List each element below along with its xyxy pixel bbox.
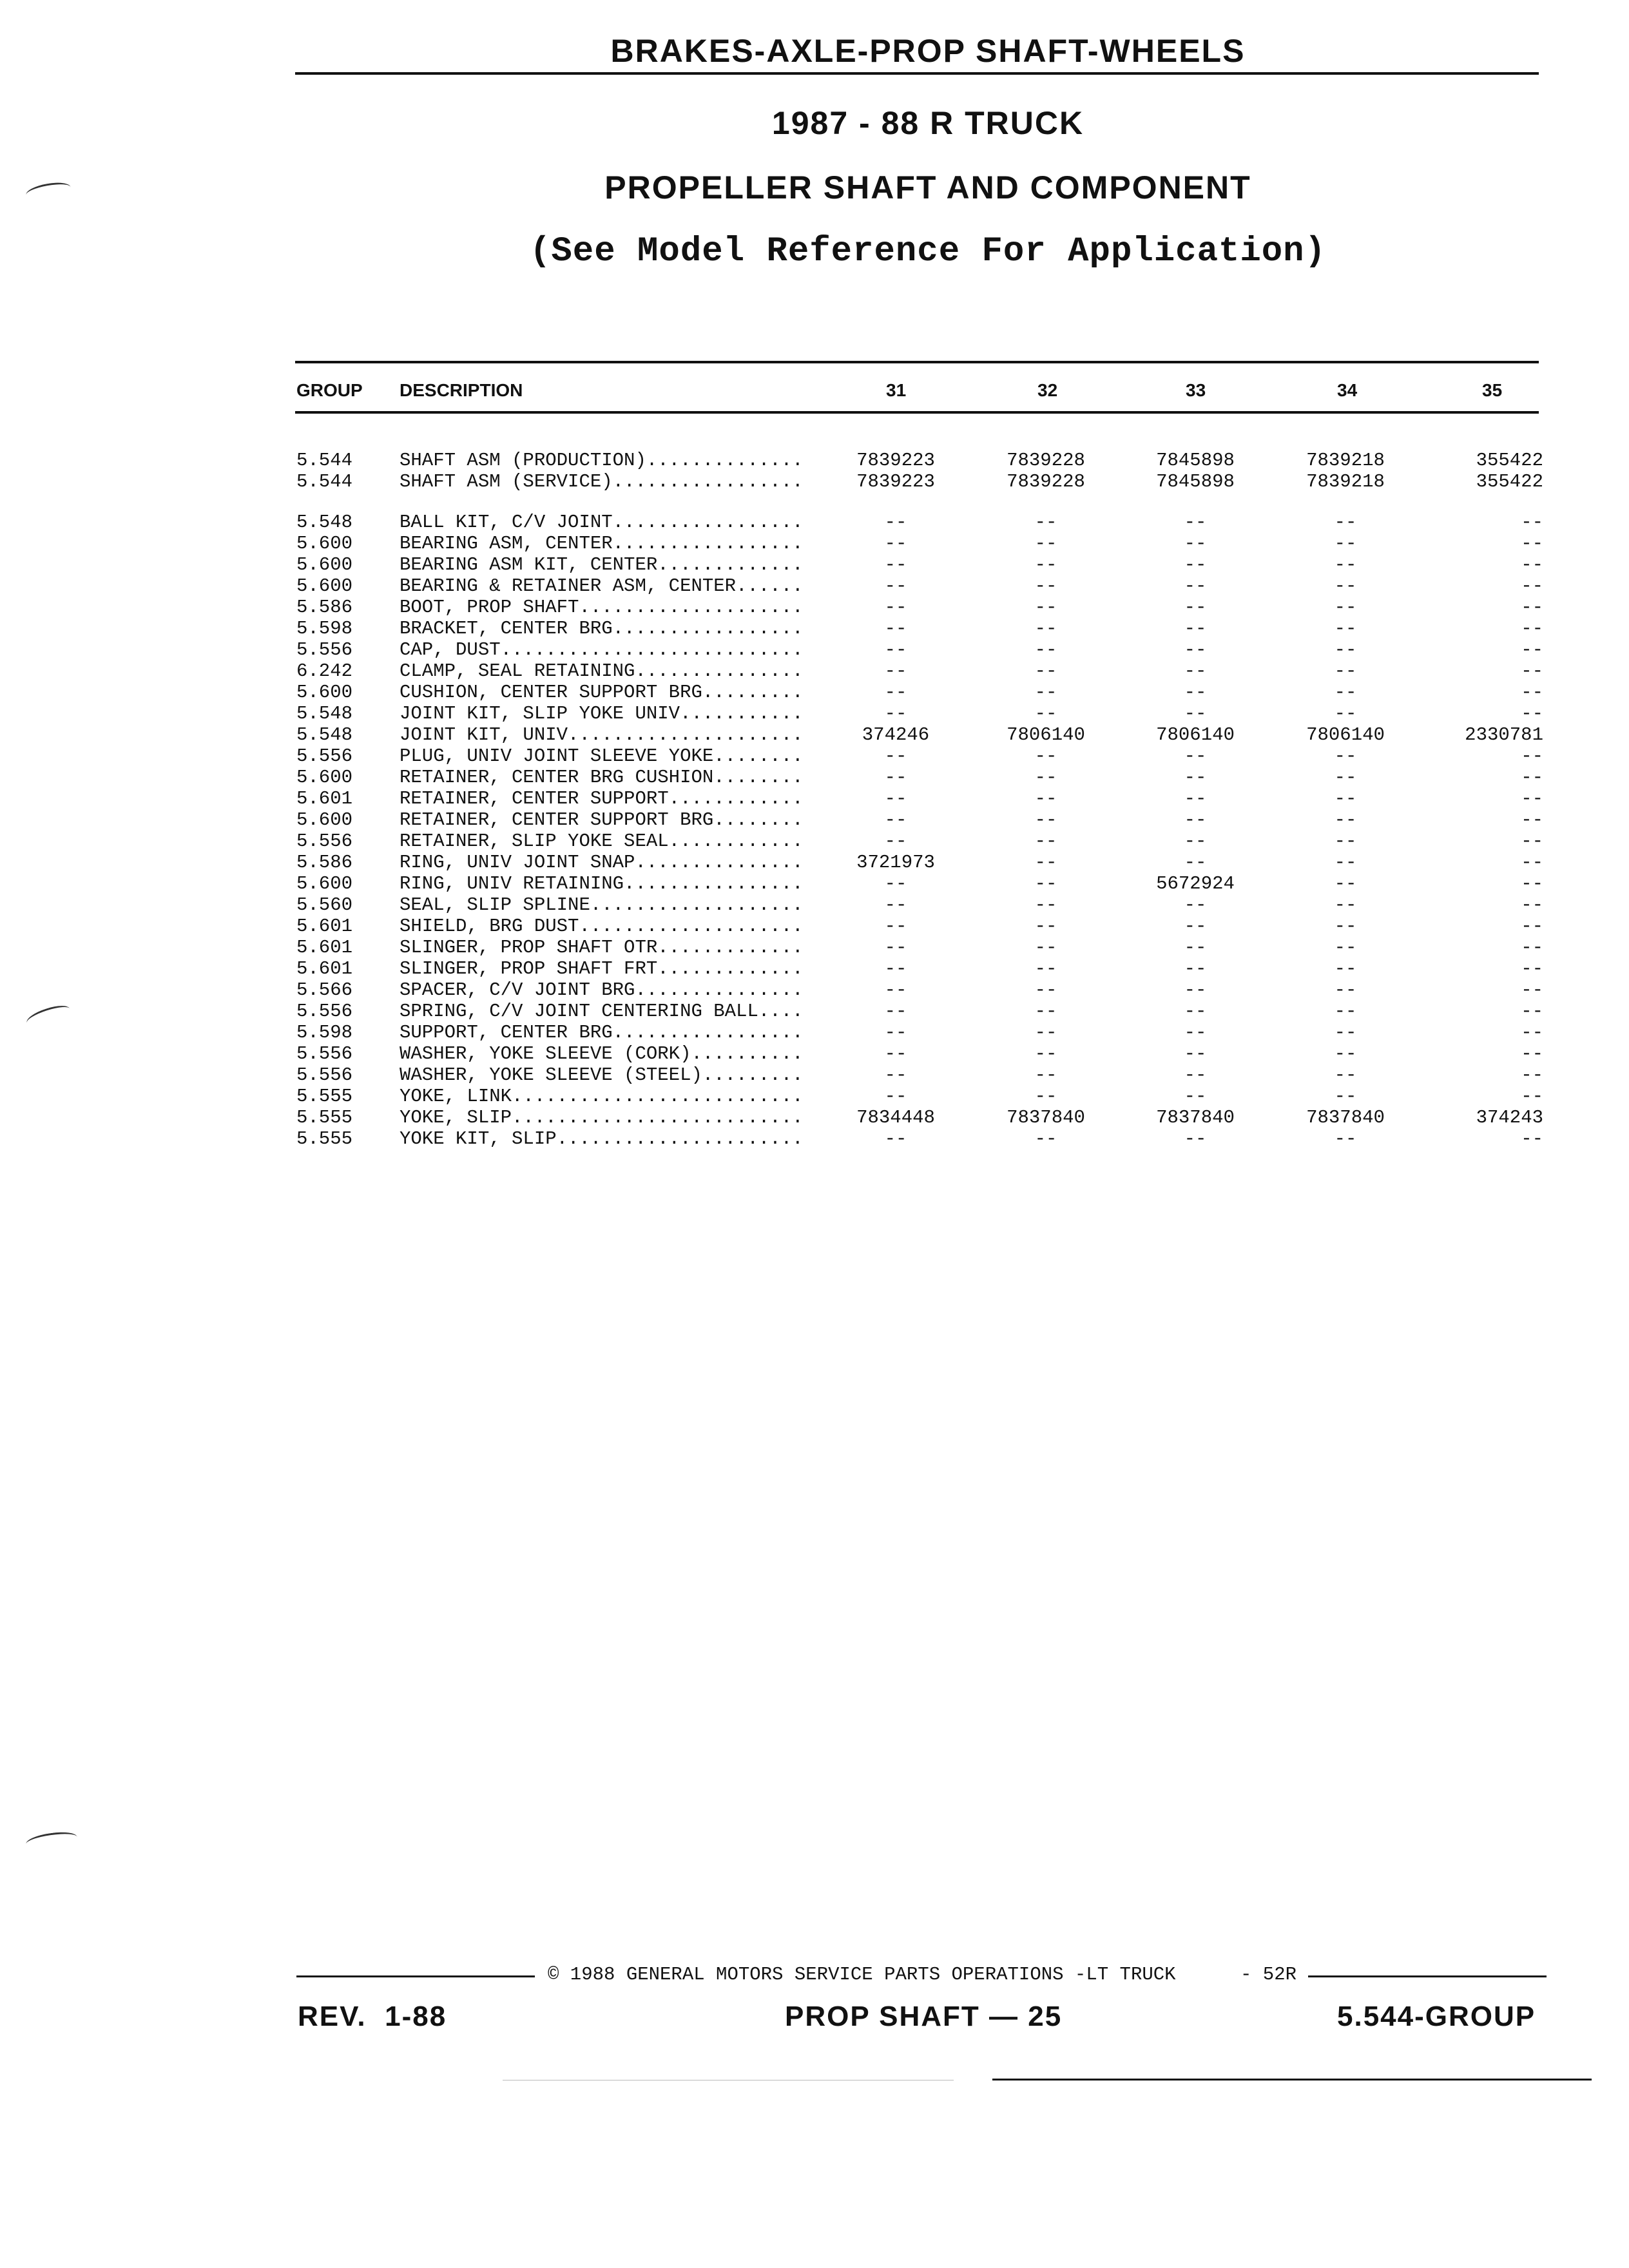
model-33-cell: 5672924 (1156, 873, 1235, 894)
table-row (0, 1128, 1629, 1149)
model-31-cell: 7834448 (856, 1107, 935, 1128)
model-33-cell: -- (1184, 703, 1207, 724)
model-31-cell: -- (884, 767, 907, 788)
description-cell: RETAINER, CENTER SUPPORT............ (400, 788, 804, 809)
model-33-cell: -- (1184, 788, 1207, 809)
binder-hole-mark (25, 1830, 78, 1852)
model-31-cell: -- (884, 1043, 907, 1064)
model-35-cell: -- (1521, 852, 1543, 873)
model-33-cell: -- (1184, 660, 1207, 682)
group-cell: 5.598 (296, 1022, 353, 1043)
description-cell: SEAL, SLIP SPLINE................... (400, 894, 804, 916)
model-35-cell: -- (1521, 1086, 1543, 1107)
table-row (0, 745, 1629, 767)
model-34-cell: -- (1334, 788, 1357, 809)
model-35-cell: -- (1521, 809, 1543, 831)
group-cell: 5.555 (296, 1128, 353, 1149)
table-row (0, 597, 1629, 618)
model-35-cell: -- (1521, 1064, 1543, 1086)
model-31-cell: -- (884, 788, 907, 809)
model-33-cell: -- (1184, 682, 1207, 703)
table-row (0, 852, 1629, 873)
model-35-cell: -- (1521, 894, 1543, 916)
model-33-cell: -- (1184, 767, 1207, 788)
model-35-cell: -- (1521, 1022, 1543, 1043)
group-cell: 5.600 (296, 767, 353, 788)
model-32-cell: -- (1034, 703, 1057, 724)
table-row (0, 1086, 1629, 1107)
description-cell: CUSHION, CENTER SUPPORT BRG......... (400, 682, 804, 703)
group-cell: 5.560 (296, 894, 353, 916)
model-34-cell: 7839218 (1306, 450, 1385, 471)
model-35-cell: -- (1521, 660, 1543, 682)
table-row (0, 724, 1629, 745)
description-cell: RETAINER, CENTER SUPPORT BRG........ (400, 809, 804, 831)
table-row (0, 958, 1629, 979)
description-cell: SUPPORT, CENTER BRG................. (400, 1022, 804, 1043)
model-31-cell: -- (884, 979, 907, 1001)
model-35-cell: -- (1521, 1043, 1543, 1064)
model-31-cell: -- (884, 682, 907, 703)
note-line: (See Model Reference For Application) (530, 232, 1326, 271)
description-cell: RING, UNIV RETAINING................ (400, 873, 804, 894)
model-31-cell: -- (884, 512, 907, 533)
model-34-cell: -- (1334, 809, 1357, 831)
year-line: 1987 - 88 R TRUCK (771, 105, 1084, 141)
model-33-cell: -- (1184, 852, 1207, 873)
group-cell: 5.544 (296, 450, 353, 471)
table-row (0, 831, 1629, 852)
model-31-cell: -- (884, 639, 907, 660)
model-32-cell: 7806140 (1007, 724, 1085, 745)
col-header-33: 33 (1186, 380, 1206, 400)
table-row (0, 788, 1629, 809)
description-cell: JOINT KIT, SLIP YOKE UNIV........... (400, 703, 804, 724)
group-cell: 5.548 (296, 724, 353, 745)
footer-rule-left (296, 1975, 535, 1977)
footer-rule-right (1308, 1975, 1547, 1977)
model-31-cell: 7839223 (856, 471, 935, 492)
table-row (0, 471, 1629, 492)
model-34-cell: -- (1334, 979, 1357, 1001)
model-32-cell: -- (1034, 852, 1057, 873)
model-31-cell: -- (884, 554, 907, 575)
subject-line: PROPELLER SHAFT AND COMPONENT (604, 169, 1251, 206)
model-32-cell: -- (1034, 618, 1057, 639)
description-cell: BOOT, PROP SHAFT.................... (400, 597, 804, 618)
group-cell: 5.600 (296, 809, 353, 831)
model-34-cell: -- (1334, 1128, 1357, 1149)
model-32-cell: -- (1034, 873, 1057, 894)
model-31-cell: -- (884, 1064, 907, 1086)
model-32-cell: -- (1034, 745, 1057, 767)
model-32-cell: -- (1034, 809, 1057, 831)
model-34-cell: -- (1334, 597, 1357, 618)
table-row (0, 873, 1629, 894)
model-35-cell: -- (1521, 831, 1543, 852)
model-34-cell: 7837840 (1306, 1107, 1385, 1128)
model-34-cell: -- (1334, 660, 1357, 682)
model-33-cell: 7806140 (1156, 724, 1235, 745)
model-31-cell: -- (884, 873, 907, 894)
table-row (0, 1043, 1629, 1064)
model-33-cell: 7845898 (1156, 471, 1235, 492)
model-35-cell: -- (1521, 958, 1543, 979)
table-row (0, 512, 1629, 533)
group-cell: 5.556 (296, 831, 353, 852)
model-33-cell: -- (1184, 1001, 1207, 1022)
table-row (0, 703, 1629, 724)
description-cell: RETAINER, SLIP YOKE SEAL............ (400, 831, 804, 852)
group-cell: 5.601 (296, 958, 353, 979)
model-33-cell: -- (1184, 618, 1207, 639)
group-cell: 5.548 (296, 512, 353, 533)
col-header-description: DESCRIPTION (400, 380, 523, 400)
model-35-cell: 355422 (1476, 471, 1543, 492)
description-cell: RING, UNIV JOINT SNAP............... (400, 852, 804, 873)
model-31-cell: 3721973 (856, 852, 935, 873)
model-31-cell: -- (884, 894, 907, 916)
model-34-cell: -- (1334, 1043, 1357, 1064)
model-33-cell: -- (1184, 894, 1207, 916)
group-cell: 5.600 (296, 682, 353, 703)
model-32-cell: -- (1034, 937, 1057, 958)
model-34-cell: -- (1334, 745, 1357, 767)
model-34-cell: -- (1334, 894, 1357, 916)
table-row (0, 937, 1629, 958)
bottom-rule-faint (503, 2080, 954, 2081)
model-34-cell: -- (1334, 1064, 1357, 1086)
model-31-cell: -- (884, 703, 907, 724)
model-31-cell: -- (884, 809, 907, 831)
group-cell: 5.548 (296, 703, 353, 724)
model-32-cell: -- (1034, 575, 1057, 597)
description-cell: RETAINER, CENTER BRG CUSHION........ (400, 767, 804, 788)
model-31-cell: -- (884, 1128, 907, 1149)
bottom-rule (992, 2079, 1592, 2081)
group-cell: 5.555 (296, 1107, 353, 1128)
model-31-cell: -- (884, 618, 907, 639)
model-33-cell: -- (1184, 937, 1207, 958)
group-cell: 5.601 (296, 937, 353, 958)
model-35-cell: -- (1521, 597, 1543, 618)
group-cell: 5.556 (296, 639, 353, 660)
model-34-cell: -- (1334, 852, 1357, 873)
model-32-cell: -- (1034, 1086, 1057, 1107)
col-header-group: GROUP (296, 380, 363, 400)
model-32-cell: -- (1034, 894, 1057, 916)
group-reference: 5.544-GROUP (1337, 2001, 1536, 2032)
model-32-cell: -- (1034, 788, 1057, 809)
model-35-cell: -- (1521, 533, 1543, 554)
model-34-cell: -- (1334, 937, 1357, 958)
model-35-cell: -- (1521, 979, 1543, 1001)
model-33-cell: 7837840 (1156, 1107, 1235, 1128)
model-33-cell: -- (1184, 958, 1207, 979)
description-cell: BRACKET, CENTER BRG................. (400, 618, 804, 639)
model-33-cell: -- (1184, 512, 1207, 533)
model-33-cell: -- (1184, 745, 1207, 767)
page-label: PROP SHAFT — 25 (785, 2001, 1063, 2032)
model-32-cell: -- (1034, 512, 1057, 533)
model-35-cell: 2330781 (1465, 724, 1543, 745)
group-cell: 5.600 (296, 533, 353, 554)
group-cell: 5.555 (296, 1086, 353, 1107)
model-31-cell: -- (884, 660, 907, 682)
model-31-cell: -- (884, 533, 907, 554)
model-33-cell: -- (1184, 1128, 1207, 1149)
model-35-cell: 374243 (1476, 1107, 1543, 1128)
table-row (0, 809, 1629, 831)
description-cell: JOINT KIT, UNIV..................... (400, 724, 804, 745)
table-row (0, 894, 1629, 916)
model-34-cell: -- (1334, 1001, 1357, 1022)
model-35-cell: -- (1521, 682, 1543, 703)
group-cell: 5.544 (296, 471, 353, 492)
description-cell: SPRING, C/V JOINT CENTERING BALL.... (400, 1001, 804, 1022)
table-row (0, 1064, 1629, 1086)
table-row (0, 916, 1629, 937)
group-cell: 5.601 (296, 788, 353, 809)
model-31-cell: -- (884, 597, 907, 618)
table-row (0, 1022, 1629, 1043)
model-33-cell: -- (1184, 554, 1207, 575)
table-row (0, 575, 1629, 597)
model-32-cell: -- (1034, 554, 1057, 575)
model-31-cell: -- (884, 958, 907, 979)
model-35-cell: -- (1521, 703, 1543, 724)
description-cell: PLUG, UNIV JOINT SLEEVE YOKE........ (400, 745, 804, 767)
model-32-cell: -- (1034, 831, 1057, 852)
copyright-text: © 1988 GENERAL MOTORS SERVICE PARTS OPERATIONS -LT TRUCK (548, 1964, 1176, 1985)
group-cell: 6.242 (296, 660, 353, 682)
group-cell: 5.556 (296, 745, 353, 767)
model-31-cell: -- (884, 831, 907, 852)
model-33-cell: -- (1184, 1022, 1207, 1043)
model-34-cell: -- (1334, 618, 1357, 639)
model-34-cell: -- (1334, 703, 1357, 724)
description-cell: CLAMP, SEAL RETAINING............... (400, 660, 804, 682)
description-cell: BEARING ASM, CENTER................. (400, 533, 804, 554)
model-33-cell: -- (1184, 533, 1207, 554)
section-title: BRAKES-AXLE-PROP SHAFT-WHEELS (610, 33, 1246, 69)
model-33-cell: -- (1184, 1086, 1207, 1107)
revision-label: REV. 1-88 (298, 2001, 447, 2032)
description-cell: WASHER, YOKE SLEEVE (STEEL)......... (400, 1064, 804, 1086)
table-row (0, 682, 1629, 703)
model-35-cell: -- (1521, 873, 1543, 894)
header-rule (295, 72, 1539, 75)
model-34-cell: -- (1334, 533, 1357, 554)
group-cell: 5.600 (296, 554, 353, 575)
model-34-cell: -- (1334, 1022, 1357, 1043)
group-cell: 5.566 (296, 979, 353, 1001)
model-35-cell: 355422 (1476, 450, 1543, 471)
description-cell: YOKE KIT, SLIP...................... (400, 1128, 804, 1149)
model-32-cell: -- (1034, 1001, 1057, 1022)
table-row (0, 1107, 1629, 1128)
model-31-cell: -- (884, 1022, 907, 1043)
page-code: - 52R (1240, 1964, 1297, 1985)
model-33-cell: -- (1184, 1043, 1207, 1064)
group-cell: 5.556 (296, 1043, 353, 1064)
description-cell: SLINGER, PROP SHAFT OTR............. (400, 937, 804, 958)
description-cell: SHAFT ASM (PRODUCTION).............. (400, 450, 804, 471)
model-32-cell: -- (1034, 597, 1057, 618)
table-row (0, 618, 1629, 639)
model-32-cell: -- (1034, 660, 1057, 682)
model-32-cell: -- (1034, 1128, 1057, 1149)
model-32-cell: 7837840 (1007, 1107, 1085, 1128)
table-row (0, 639, 1629, 660)
description-cell: BALL KIT, C/V JOINT................. (400, 512, 804, 533)
model-32-cell: 7839228 (1007, 471, 1085, 492)
table-row (0, 1001, 1629, 1022)
model-33-cell: -- (1184, 597, 1207, 618)
model-35-cell: -- (1521, 788, 1543, 809)
model-32-cell: -- (1034, 1064, 1057, 1086)
description-cell: SHAFT ASM (SERVICE)................. (400, 471, 804, 492)
model-35-cell: -- (1521, 618, 1543, 639)
model-33-cell: 7845898 (1156, 450, 1235, 471)
group-cell: 5.600 (296, 873, 353, 894)
model-35-cell: -- (1521, 512, 1543, 533)
model-34-cell: -- (1334, 639, 1357, 660)
model-33-cell: -- (1184, 1064, 1207, 1086)
col-header-35: 35 (1482, 380, 1503, 400)
model-35-cell: -- (1521, 1128, 1543, 1149)
model-33-cell: -- (1184, 979, 1207, 1001)
model-31-cell: 7839223 (856, 450, 935, 471)
model-34-cell: -- (1334, 831, 1357, 852)
model-33-cell: -- (1184, 575, 1207, 597)
model-34-cell: -- (1334, 554, 1357, 575)
model-32-cell: -- (1034, 958, 1057, 979)
description-cell: SLINGER, PROP SHAFT FRT............. (400, 958, 804, 979)
model-34-cell: -- (1334, 682, 1357, 703)
model-33-cell: -- (1184, 831, 1207, 852)
model-34-cell: 7806140 (1306, 724, 1385, 745)
table-top-rule (295, 361, 1539, 363)
model-31-cell: -- (884, 937, 907, 958)
description-cell: CAP, DUST........................... (400, 639, 804, 660)
group-cell: 5.556 (296, 1064, 353, 1086)
description-cell: BEARING ASM KIT, CENTER............. (400, 554, 804, 575)
model-32-cell: -- (1034, 682, 1057, 703)
group-cell: 5.556 (296, 1001, 353, 1022)
col-header-32: 32 (1037, 380, 1058, 400)
model-33-cell: -- (1184, 916, 1207, 937)
model-34-cell: -- (1334, 916, 1357, 937)
model-32-cell: -- (1034, 767, 1057, 788)
model-32-cell: -- (1034, 979, 1057, 1001)
group-cell: 5.586 (296, 852, 353, 873)
model-31-cell: -- (884, 575, 907, 597)
model-34-cell: -- (1334, 767, 1357, 788)
model-35-cell: -- (1521, 575, 1543, 597)
group-cell: 5.586 (296, 597, 353, 618)
group-cell: 5.600 (296, 575, 353, 597)
model-35-cell: -- (1521, 745, 1543, 767)
table-row (0, 767, 1629, 788)
model-35-cell: -- (1521, 554, 1543, 575)
description-cell: YOKE, LINK.......................... (400, 1086, 804, 1107)
model-32-cell: 7839228 (1007, 450, 1085, 471)
group-cell: 5.598 (296, 618, 353, 639)
model-32-cell: -- (1034, 1043, 1057, 1064)
model-32-cell: -- (1034, 639, 1057, 660)
table-row (0, 450, 1629, 471)
model-31-cell: -- (884, 1001, 907, 1022)
model-33-cell: -- (1184, 639, 1207, 660)
table-header-rule (295, 411, 1539, 414)
model-35-cell: -- (1521, 639, 1543, 660)
model-35-cell: -- (1521, 767, 1543, 788)
model-33-cell: -- (1184, 809, 1207, 831)
model-31-cell: -- (884, 1086, 907, 1107)
group-cell: 5.601 (296, 916, 353, 937)
col-header-34: 34 (1337, 380, 1358, 400)
table-row (0, 660, 1629, 682)
model-34-cell: -- (1334, 512, 1357, 533)
model-35-cell: -- (1521, 916, 1543, 937)
table-row (0, 979, 1629, 1001)
model-34-cell: -- (1334, 1086, 1357, 1107)
model-31-cell: -- (884, 745, 907, 767)
model-32-cell: -- (1034, 533, 1057, 554)
col-header-31: 31 (886, 380, 907, 400)
description-cell: YOKE, SLIP.......................... (400, 1107, 804, 1128)
model-34-cell: -- (1334, 958, 1357, 979)
model-35-cell: -- (1521, 937, 1543, 958)
description-cell: SPACER, C/V JOINT BRG............... (400, 979, 804, 1001)
model-34-cell: 7839218 (1306, 471, 1385, 492)
description-cell: WASHER, YOKE SLEEVE (CORK).......... (400, 1043, 804, 1064)
model-34-cell: -- (1334, 575, 1357, 597)
model-34-cell: -- (1334, 873, 1357, 894)
description-cell: BEARING & RETAINER ASM, CENTER...... (400, 575, 804, 597)
table-row (0, 554, 1629, 575)
table-row (0, 533, 1629, 554)
model-35-cell: -- (1521, 1001, 1543, 1022)
model-31-cell: -- (884, 916, 907, 937)
model-32-cell: -- (1034, 1022, 1057, 1043)
model-31-cell: 374246 (862, 724, 930, 745)
model-32-cell: -- (1034, 916, 1057, 937)
description-cell: SHIELD, BRG DUST.................... (400, 916, 804, 937)
